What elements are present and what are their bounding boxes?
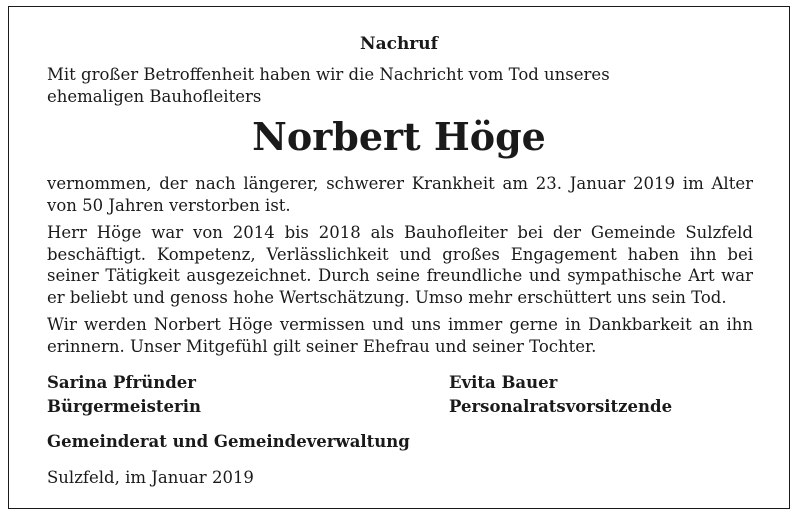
intro-line-1: Mit großer Betroffenheit haben wir die Nachricht vom Tod unseres [47, 65, 610, 84]
council-signature: Gemeinderat und Gemeindeverwaltung [47, 432, 410, 451]
signatory-name: Sarina Pfründer [47, 373, 196, 392]
place-date: Sulzfeld, im Januar 2019 [47, 468, 254, 487]
signatory-title: Personalratsvorsitzende [449, 397, 673, 416]
signatory-mayor [47, 371, 201, 419]
notice-body [47, 173, 753, 363]
paragraph-condolence: Wir werden Norbert Höge vermissen und uns immer gerne in Dankbarkeit an ihn erinnern. Unser Mitgefühl gilt seiner Ehefrau und seiner Tochter. [47, 315, 753, 356]
signatory-title: Bürgermeisterin [47, 397, 201, 416]
paragraph-career: Herr Höge war von 2014 bis 2018 als Bauhofleiter bei der Gemeinde Sulzfeld beschäftigt. Kompetenz, Verlässlichkeit und großes Engagement haben ihn bei seiner Tätigkeit ausgezeichnet. Durch seine freundliche und sympathische Art war er beliebt und genoss hohe Wertschätzung. Umso mehr erschüttert uns sein Tod. [47, 223, 753, 307]
deceased-name: Norbert Höge [252, 114, 546, 159]
intro-line-2: ehemaligen Bauhofleiters [47, 87, 262, 106]
signatory-staff-council [449, 371, 672, 419]
notice-heading: Nachruf [360, 34, 438, 54]
intro-text [47, 64, 747, 108]
signatory-name: Evita Bauer [449, 373, 558, 392]
paragraph-death-info: vernommen, der nach längerer, schwerer Krankheit am 23. Januar 2019 im Alter von 50 Jahren verstorben ist. [47, 174, 753, 215]
obituary-notice [8, 6, 790, 509]
